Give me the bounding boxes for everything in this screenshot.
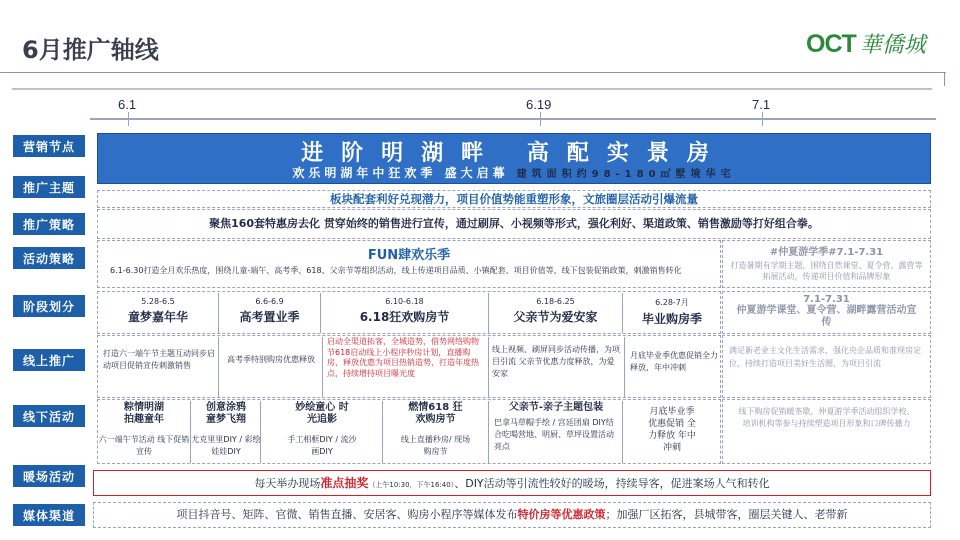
online-separator	[218, 337, 219, 397]
stage-date: 5.28-6.5	[141, 297, 175, 306]
promo-strategy-text: 聚焦160套特惠房去化 贯穿始终的销售进行宣传，通过刷屏、小视频等形式，强化利好、渠道政策、销售激励等打好组合拳。	[209, 217, 819, 230]
stage-cell	[623, 297, 721, 327]
row-label-online-promo: 线上推广	[13, 349, 85, 371]
warm-time: （上午10:30，下午16:40）	[368, 481, 455, 489]
stage-name: 毕业购房季	[641, 312, 702, 326]
offline-cell-summer	[722, 399, 931, 464]
page-title: 6月推广轴线	[22, 36, 159, 64]
stage-cell	[489, 297, 622, 325]
offline-title: 燃情618 狂欢购房节	[408, 402, 463, 425]
brand-logo	[806, 28, 926, 59]
offline-separator	[488, 401, 489, 463]
offline-cell	[623, 406, 721, 454]
online-separator	[488, 337, 489, 397]
offline-cell	[191, 402, 261, 458]
offline-cell	[262, 402, 382, 458]
online-summer-text: 满足新老业主文化生活需求，强化央企品质和准现房定位，持续打造项目美好生活圈，为项目引流	[729, 346, 921, 368]
summer-strategy-title: #仲夏游学季#7.1-7.31	[769, 247, 884, 258]
promo-theme-text: 板块配套利好兑现潜力，项目价值势能重塑形象，文旅圈层活动引爆流量	[330, 192, 698, 206]
row-label-warm-activity: 暖场活动	[13, 465, 85, 487]
header-rule	[0, 72, 946, 73]
stage-date: 6.6-6.9	[255, 297, 284, 306]
media-channel-box	[93, 502, 931, 528]
logo-chinese: 華僑城	[859, 33, 926, 58]
header-rule-secondary	[12, 88, 932, 90]
stage-cell	[321, 297, 488, 325]
summer-strategy-desc: 打造暑期有学期主题，围绕自然课堂、夏令营、露营等拓展活动，传递项目价值和品牌形象	[730, 261, 923, 281]
offline-desc: 六一端午节活动 线下促销宣传	[98, 435, 190, 456]
marketing-node-banner	[97, 133, 931, 184]
warm-after: 、DIY活动等引流性较好的暖场，持续导客，促进案场人气和转化	[454, 477, 770, 490]
row-label-promo-theme: 推广主题	[13, 176, 85, 198]
online-cell: 启动全渠道拓客，全城造势，借势网络购物节618启动线上小程序秒房计划，直播购房，释放优惠为项目热销造势，打造年度热点，持续增持项目曝光度	[327, 337, 479, 378]
offline-title: 创意涂鸦 童梦飞翔	[206, 402, 246, 425]
offline-title: 妙绘童心 时光追影	[295, 402, 349, 425]
banner-main-title: 进阶明湖畔 高配实景房	[301, 141, 727, 166]
timeline-tick	[128, 112, 129, 126]
row-label-offline-activity: 线下活动	[13, 405, 85, 427]
offline-cell	[98, 402, 190, 458]
offline-cell	[490, 402, 622, 453]
stage-cell	[219, 297, 320, 325]
warm-activity-box	[93, 470, 931, 496]
online-cell: 打造六一端午节主题互动同步启动项目促销宣传刺激销售	[103, 349, 215, 370]
online-separator	[322, 337, 323, 397]
online-cell: 高考季特别购房优惠释放	[227, 355, 315, 364]
stage-name: 高考置业季	[239, 310, 300, 324]
stage-date: 7.1-7.31	[803, 294, 850, 305]
offline-title: 父亲节-亲子主题包装	[508, 402, 604, 413]
stage-name: 仲夏游学课堂、夏令营、湖畔露营活动宣传	[736, 305, 917, 328]
stage-name: 父亲节为爱安家	[513, 310, 598, 324]
online-cell: 月底毕业季优惠促销全力释放，年中冲刺	[630, 351, 718, 372]
row-label-media-channel: 媒体渠道	[13, 504, 85, 526]
offline-title: 月底毕业季 优惠促销 全力释放 年中冲刺	[648, 407, 696, 453]
activity-strategy-desc: 6.1-6.30打造全月欢乐热度，围绕儿童-端午、高考季、618、父亲节等组织活动，线上传递项目品质、小镇配套、项目价值等，线下包装促销政策，刺激销售转化	[110, 266, 682, 275]
offline-cell	[383, 402, 488, 458]
stage-date: 6.10-6.18	[385, 297, 424, 306]
banner-subtitle	[98, 164, 930, 181]
media-channel-text	[94, 503, 930, 527]
header-rule-corner	[944, 72, 945, 86]
stage-cell	[98, 297, 218, 325]
row-label-promo-strategy: 推广策略	[13, 213, 85, 235]
media-highlight: 特价房等优惠政策	[517, 508, 606, 521]
row-label-activity-strategy: 活动策略	[13, 247, 85, 269]
stage-date: 6.18-6.25	[536, 297, 575, 306]
promo-theme-box	[97, 190, 931, 208]
stage-cell-summer	[722, 291, 931, 334]
warm-highlight: 准点抽奖	[320, 476, 369, 490]
warm-before: 每天举办现场	[254, 477, 321, 490]
row-label-marketing-node: 营销节点	[13, 135, 85, 157]
timeline-date: 6.19	[526, 97, 552, 112]
online-cell: 线上视频、刷屏同步活动传播，为项目引流 父亲节优惠力度释放，为爱安家	[492, 345, 620, 378]
activity-strategy-box	[97, 240, 721, 288]
online-cell-summer	[722, 335, 931, 398]
timeline-tick	[762, 112, 763, 126]
banner-subtitle-text: 欢乐明湖年中狂欢季 盛大启幕	[292, 166, 509, 180]
promo-strategy-box	[97, 209, 931, 239]
logo-latin: OCT	[806, 30, 856, 58]
offline-title: 粽情明湖 拍趣童年	[124, 402, 164, 425]
offline-summer-text: 线下购房促销暖茶歇，仲夏游学季活动组织学校、培训机构等参与持续塑造项目形象和口碑传播力	[738, 407, 915, 428]
timeline-axis	[90, 118, 936, 120]
offline-desc: 线上直播秒房/ 现场购房节	[400, 435, 471, 456]
banner-subtitle-small: 建筑面积约98-180㎡墅境华宅	[516, 169, 736, 180]
timeline-date: 6.1	[118, 97, 137, 112]
stage-name: 6.18狂欢购房节	[359, 310, 450, 324]
timeline-tick	[540, 112, 541, 126]
offline-desc: 尤克里里DIY / 彩绘娃娃DIY	[191, 435, 261, 456]
activity-strategy-title: FUN肆欢乐季	[367, 248, 451, 263]
activity-strategy-summer-box	[722, 240, 931, 288]
timeline-date: 7.1	[752, 97, 771, 112]
offline-desc: 手工相框DIY / 流沙画DIY	[287, 435, 357, 456]
media-after: ；加强厂区拓客，县城带客，圈层关键人、老带新	[605, 508, 848, 521]
online-separator	[624, 337, 625, 397]
stage-name: 童梦嘉年华	[127, 310, 188, 324]
media-before: 项目抖音号、矩阵、官微、销售直播、安居客、购房小程序等媒体发布	[176, 508, 518, 521]
stage-date: 6.28-7月	[655, 298, 689, 307]
row-label-stage-division: 阶段划分	[13, 295, 85, 317]
warm-activity-text	[94, 471, 930, 497]
offline-desc: 巴拿马草帽手绘 / 宫廷团扇 DIY结合吃喝营地、明厨、草坪设置活动亮点	[494, 418, 614, 451]
